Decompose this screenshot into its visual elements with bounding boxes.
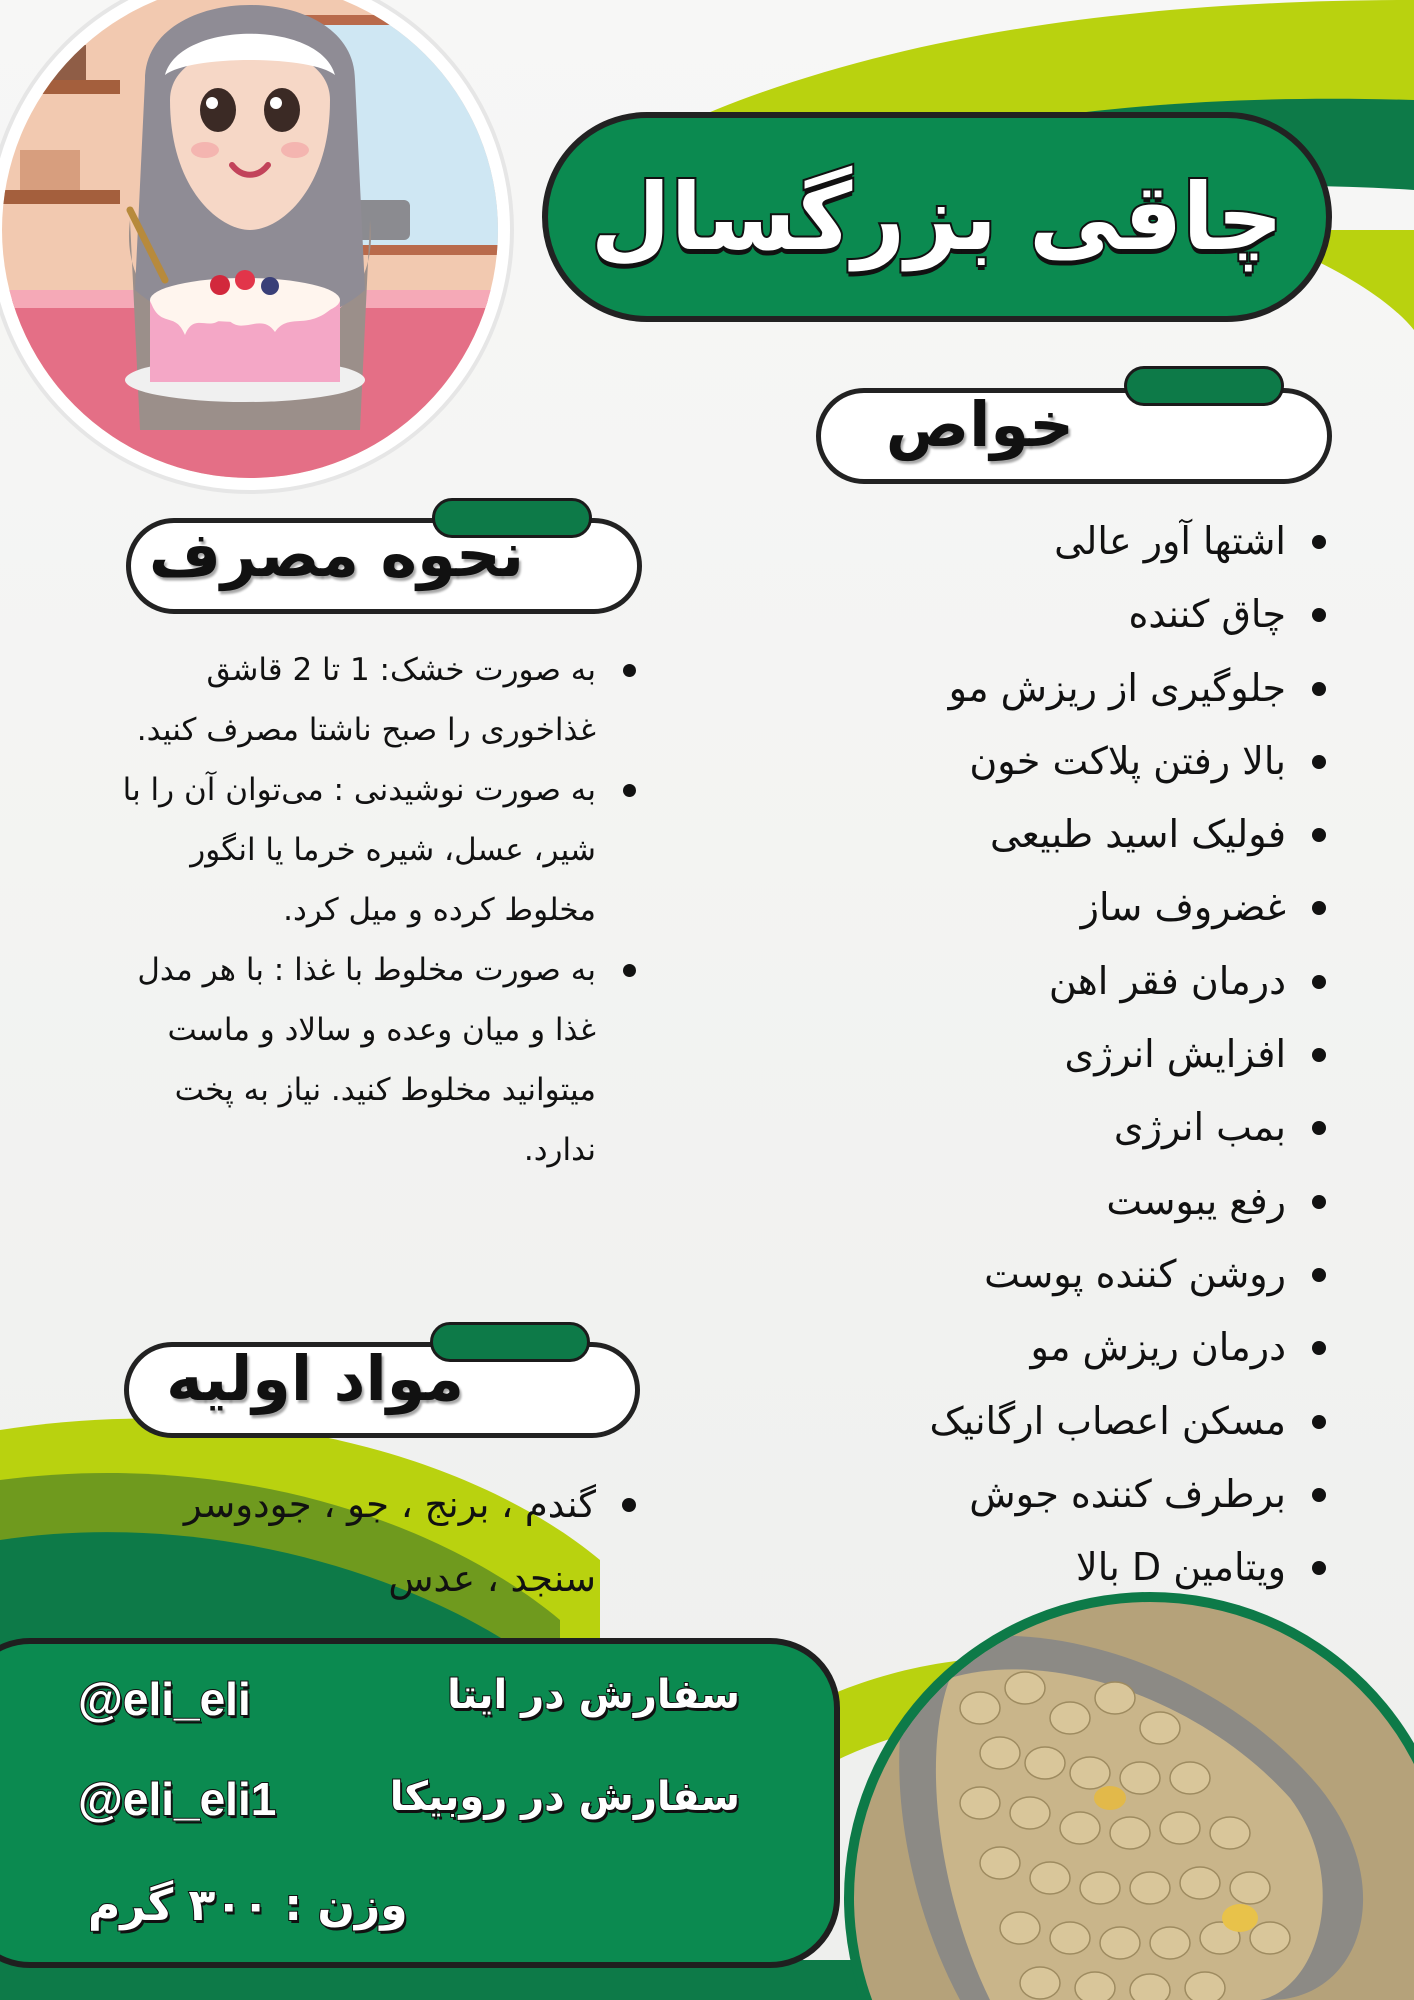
rubika-order-label: سفارش در روبیکا	[389, 1774, 740, 1820]
list-item: چاق کننده	[768, 578, 1328, 651]
properties-list	[768, 505, 1328, 1604]
list-item: غضروف ساز	[768, 871, 1328, 944]
list-item: به صورت خشک: 1 تا 2 قاشق غذاخوری را صبح ناشتا مصرف کنید.	[100, 640, 640, 760]
rubika-handle[interactable]: @eli_eli1	[78, 1773, 277, 1825]
list-item: جلوگیری از ریزش مو	[768, 652, 1328, 725]
list-item: به صورت مخلوط با غذا : با هر مدل غذا و میان وعده و سالاد و ماست میتوانید مخلوط کنید. نیاز به پخت ندارد.	[100, 940, 640, 1180]
usage-heading: نحوه مصرف	[148, 518, 524, 591]
eitaa-order-label: سفارش در ایتا	[447, 1672, 740, 1718]
list-item: درمان فقر اهن	[768, 945, 1328, 1018]
list-item: برطرف کننده جوش	[768, 1458, 1328, 1531]
list-item: گندم ، برنج ، جو ، جودوسر سنجد ، عدس	[160, 1468, 640, 1616]
list-item: اشتها آور عالی	[768, 505, 1328, 578]
page-title: چاقی بزرگسال	[590, 163, 1284, 271]
list-item: افزایش انرژی	[768, 1018, 1328, 1091]
usage-list	[100, 640, 640, 1180]
list-item: رفع یبوست	[768, 1165, 1328, 1238]
product-weight: وزن : ۳۰۰ گرم	[88, 1880, 408, 1931]
list-item: درمان ریزش مو	[768, 1311, 1328, 1384]
lentils-photo	[840, 1588, 1414, 2000]
list-item: بالا رفتن پلاکت خون	[768, 725, 1328, 798]
ingredients-list	[160, 1468, 640, 1616]
list-item: به صورت نوشیدنی : می‌توان آن را با شیر، عسل، شیره خرما یا انگور مخلوط کرده و میل کرد.	[100, 760, 640, 940]
properties-heading: خواص	[885, 388, 1074, 461]
properties-heading-tab	[1124, 366, 1284, 406]
ingredients-heading: مواد اولیه	[166, 1342, 464, 1415]
list-item: روشن کننده پوست	[768, 1238, 1328, 1311]
title-banner	[542, 112, 1332, 322]
baker-girl-illustration	[0, 0, 520, 500]
list-item: ویتامین D بالا	[768, 1531, 1328, 1604]
eitaa-handle[interactable]: @eli_eli	[78, 1673, 251, 1725]
list-item: بمب انرژی	[768, 1091, 1328, 1164]
list-item: فولیک اسید طبیعی	[768, 798, 1328, 871]
list-item: مسکن اعصاب ارگانیک	[768, 1385, 1328, 1458]
